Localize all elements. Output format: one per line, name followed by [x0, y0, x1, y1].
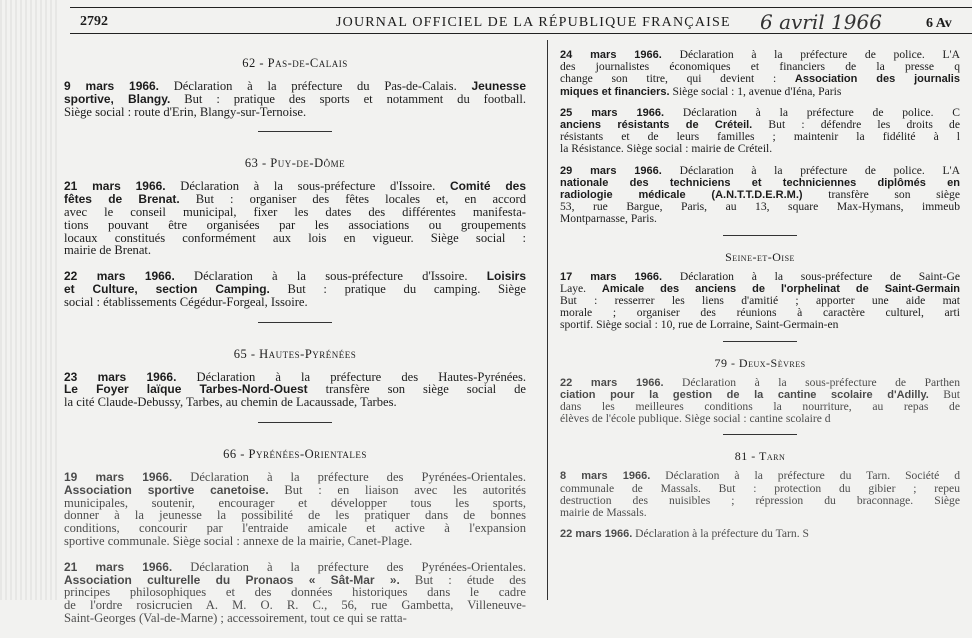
entry-line — [64, 244, 526, 257]
section-separator — [258, 131, 332, 132]
entry-text: avec le conseil municipal, fixer les dates des différentes manifesta- — [64, 204, 526, 219]
entry-text: Laye. — [560, 281, 602, 295]
association-name: nationale des techniciens et techniciennes diplômés en — [560, 176, 960, 189]
entry-line — [560, 377, 960, 389]
entry-text: Déclaration à la préfecture de police. L'A — [661, 48, 960, 61]
declaration-entry — [64, 371, 526, 409]
entry-text: Déclaration à la préfecture des Pyrénées-Orientales. — [172, 559, 527, 574]
entry-line — [560, 165, 960, 177]
entry-text: résistants et de leurs familles ; maintenir la fidélité à l — [560, 130, 960, 144]
entry-text: Siège social : 1, avenue d'Iéna, Paris — [669, 84, 842, 98]
entry-text: But : organiser des fêtes locales et, en accord — [179, 192, 527, 207]
entry-text: municipales, soutenir, encourager et développer tous les sports, — [64, 495, 526, 510]
entry-line — [560, 271, 960, 283]
journal-title: JOURNAL OFFICIEL DE LA RÉPUBLIQUE FRANÇAISE — [336, 15, 731, 30]
association-name: Jeunesse — [471, 79, 526, 93]
left-column — [64, 56, 526, 638]
entry-text: Déclaration à la préfecture du Pas-de-Calais. — [159, 79, 472, 93]
entry-text: Montparnasse, Paris. — [560, 212, 657, 226]
entry-text: But : resserrer les liens d'amitié ; apporter une aide mat — [560, 294, 960, 308]
scan-noise-edge — [0, 0, 60, 600]
entry-text: Déclaration à la sous-préfecture d'Issoire. — [165, 179, 450, 194]
section-separator — [258, 422, 332, 423]
association-name: Association sportive canetoise. — [64, 482, 269, 497]
declaration-entry — [64, 270, 526, 308]
entry-text: principes philosophiques et des données historiques dans le cadre — [64, 585, 526, 600]
declaration-entry — [64, 80, 526, 118]
entry-text: Siège social : route d'Erin, Blangy-sur-Ternoise. — [64, 104, 307, 119]
declaration-entry — [560, 377, 960, 426]
entry-text: sportif. Siège social : 10, rue de Lorraine, Saint-Germain-en — [560, 318, 839, 332]
handwritten-date: 6 avril 1966 — [760, 10, 882, 34]
entry-text: conditions, concourir par l'entraide amicale et active à l'expansion — [64, 521, 526, 536]
declaration-entry — [560, 107, 960, 156]
section-heading: 79 - Deux-Sèvres — [714, 355, 806, 370]
entry-text: But : pratique des sports et notamment du football. — [170, 91, 526, 106]
section-separator — [723, 235, 797, 236]
association-name: et Culture, section Camping. — [64, 281, 270, 296]
entry-text: 53, rue Bargue, Paris, au 13, square Max-Hymans, immeub — [560, 200, 960, 214]
association-name: 17 mars 1966. — [560, 270, 663, 283]
entry-text: communale de Massals. But : protection du gibier ; repeu — [560, 481, 960, 495]
association-name: Association culturelle du Pronaos « Sât-Mar ». — [64, 572, 400, 587]
entry-text: donner à la jeunesse la possibilité de les pratiquer dans de bonnes — [64, 508, 526, 523]
entry-text: change son titre, qui devient : — [560, 72, 795, 86]
section-heading: Seine-et-Oise — [725, 249, 795, 264]
association-name: miques et financiers. — [560, 85, 670, 98]
association-name: radiologie médicale (A.N.T.T.D.E.R.M.) — [560, 189, 803, 202]
section-separator — [723, 341, 797, 342]
association-name: 19 mars 1966. — [64, 469, 173, 484]
association-name: 21 mars 1966. — [64, 559, 173, 574]
entry-text: tions pouvant être organisées par les associations ou groupements — [64, 217, 526, 232]
association-name: 23 mars 1966. — [64, 369, 177, 384]
entry-text: But : en liaison avec les autorités — [268, 482, 526, 497]
entry-line — [560, 213, 960, 225]
entry-line — [64, 296, 526, 309]
entry-line — [560, 528, 960, 540]
entry-line — [560, 319, 960, 331]
entry-text: Déclaration à la préfecture des Hautes-Pyrénées. — [176, 369, 526, 384]
entry-line — [64, 535, 526, 548]
entry-text: Déclaration à la préfecture du Tarn. Société d — [650, 469, 960, 483]
right-column — [560, 49, 960, 549]
association-name: 24 mars 1966. — [560, 49, 662, 61]
association-name: Comité des — [449, 179, 526, 194]
entry-line — [560, 507, 960, 519]
section-separator — [723, 434, 797, 435]
declaration-entry — [64, 180, 526, 257]
entry-text: Déclaration à la sous-préfecture d'Issoire. — [174, 269, 487, 284]
header-bottom-rule — [70, 33, 972, 34]
declaration-entry — [560, 528, 960, 540]
entry-text: But : étude des — [399, 572, 526, 587]
issue-date: 6 Av — [926, 16, 952, 31]
association-name: 22 mars 1966. — [560, 528, 633, 541]
entry-text: morale ; organiser des réunions à caractère culturel, arti — [560, 306, 960, 320]
entry-text: Déclaration à la préfecture de police. C — [664, 105, 960, 119]
entry-line — [560, 86, 960, 98]
association-name: 22 mars 1966. — [64, 269, 175, 284]
entry-text: transfère son siège — [802, 188, 960, 202]
entry-text: But — [928, 387, 960, 401]
entry-text: la Résistance. Siège social : mairie de Créteil. — [560, 142, 773, 156]
entry-text: la cité Claude-Debussy, Tarbes, au chemin de Lacaussade, Tarbes. — [64, 395, 397, 410]
entry-line — [560, 143, 960, 155]
entry-text: dans les meilleures conditions la nourriture, au repas de — [560, 400, 960, 414]
association-name: 25 mars 1966. — [560, 106, 665, 119]
association-name: Association des journalis — [794, 73, 960, 86]
association-name: 21 mars 1966. — [64, 179, 166, 194]
section-heading: 63 - Puy-de-Dôme — [244, 156, 346, 171]
entry-line — [560, 413, 960, 425]
section-heading: 62 - Pas-de-Calais — [242, 56, 348, 70]
entry-text: élèves de l'école publique. Siège social : cantine scolaire d — [560, 412, 831, 426]
entry-text: Déclaration à la préfecture du Tarn. S — [632, 527, 809, 541]
declaration-entry — [64, 561, 526, 625]
entry-text: sportive communale. Siège social : annexe de la mairie, Canet-Plage. — [64, 533, 413, 548]
declaration-entry — [64, 471, 526, 548]
entry-text: destruction des nuisibles ; répression du braconnage. Siège — [560, 493, 960, 507]
entry-text: But : pratique du camping. Siège — [269, 281, 527, 296]
entry-text: But : défendre les droits de — [752, 118, 960, 132]
header-top-rule — [70, 7, 972, 8]
association-name: 8 mars 1966. — [560, 470, 651, 483]
entry-line — [64, 612, 526, 625]
section-heading: 65 - Hautes-Pyrénées — [233, 346, 357, 361]
section-heading: 81 - Tarn — [734, 449, 786, 464]
declaration-entry — [560, 165, 960, 226]
entry-text: locaux constitués conformément aux lois en vigueur. Siège social : — [64, 230, 526, 245]
declaration-entry — [560, 271, 960, 332]
association-name: Loisirs — [486, 269, 526, 284]
entry-text: Déclaration à la préfecture des Pyrénées-Orientales. — [172, 469, 527, 484]
association-name: 22 mars 1966. — [560, 376, 664, 389]
association-name: 9 mars 1966. — [64, 79, 159, 93]
association-name: Le Foyer laïque Tarbes-Nord-Ouest — [64, 382, 308, 397]
entry-text: mairie de Massals. — [560, 506, 647, 520]
entry-text: Déclaration à la préfecture de police. L'A — [661, 163, 960, 177]
entry-text: transfère son siège social de — [307, 382, 526, 397]
page-number: 2792 — [80, 14, 108, 29]
association-name: fêtes de Brenat. — [64, 192, 180, 207]
entry-line — [64, 396, 526, 409]
entry-text: de l'ordre rosicrucien A. M. O. R. C., 56, rue Gambetta, Villeneuve- — [64, 598, 526, 613]
section-heading: 66 - Pyrénées-Orientales — [223, 446, 367, 461]
declaration-entry — [560, 470, 960, 519]
entry-text: social : établissements Cégédur-Forgeal, Issoire. — [64, 294, 308, 309]
entry-line — [64, 106, 526, 119]
association-name: anciens résistants de Créteil. — [560, 119, 753, 132]
association-name: 29 mars 1966. — [560, 164, 662, 177]
entry-text: Déclaration à la sous-préfecture de Parthen — [663, 375, 961, 389]
association-name: ciation pour la gestion de la cantine scolaire d'Adilly. — [560, 388, 929, 401]
entry-text: Saint-Georges (Val-de-Marne) ; accessoirement, tout ce qui se ratta- — [64, 610, 407, 625]
section-separator — [258, 322, 332, 323]
entry-text: mairie de Brenat. — [64, 243, 152, 258]
association-name: sportive, Blangy. — [64, 91, 171, 106]
declaration-entry — [560, 49, 960, 98]
column-divider — [547, 40, 548, 600]
association-name: Amicale des anciens de l'orphelinat de Saint-Germain — [601, 282, 961, 295]
entry-text: des journalistes économiques et financiers de la presse q — [560, 60, 960, 74]
entry-text: Déclaration à la sous-préfecture de Saint-Ge — [662, 269, 960, 283]
